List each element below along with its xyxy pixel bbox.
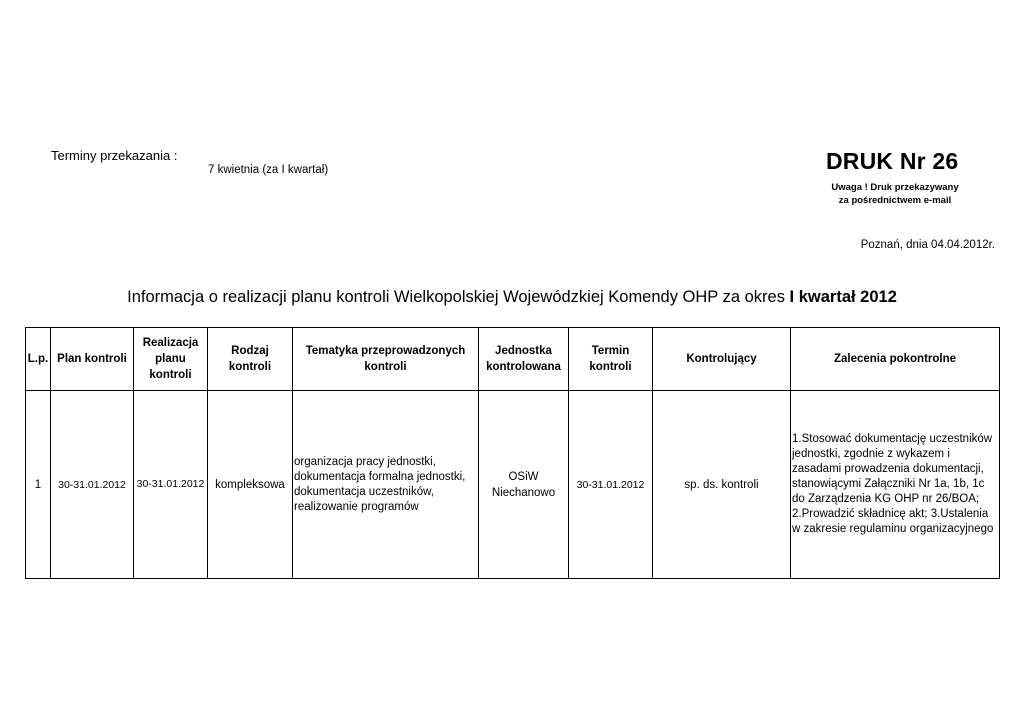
header-controller: Kontrolujący (653, 328, 791, 391)
header-plan: Plan kontroli (51, 328, 134, 391)
header-type: Rodzaj kontroli (208, 328, 293, 391)
header-recommendations: Zalecenia pokontrolne (791, 328, 1000, 391)
header-date: Termin kontroli (569, 328, 653, 391)
notice-line-2: za pośrednictwem e-mail (838, 195, 952, 206)
title-text: Informacja o realizacji planu kontroli Wielkopolskiej Wojewódzkiej Komendy OHP za okres (127, 288, 790, 306)
cell-recommendations: 1.Stosować dokumentację uczestników jednostki, zgodnie z wykazem i zasadami prowadzenia dokumentacji, stanowiącymi Załączniki Nr 1a, 1b, 1c do Zarządzenia KG OHP nr 26/BOA; 2.Prowadzić składnicę akt; 3.Ustalenia w zakresie regulaminu organizacyjnego (791, 391, 1000, 579)
table-row (26, 391, 1000, 579)
header-topics: Tematyka przeprowadzonych kontroli (293, 328, 479, 391)
place-date: Poznań, dnia 04.04.2012r. (860, 239, 995, 251)
title-period: I kwartał 2012 (789, 288, 897, 306)
page-title (0, 288, 1024, 307)
cell-date: 30-31.01.2012 (569, 391, 653, 579)
form-number: DRUK Nr 26 (826, 148, 959, 174)
cell-plan: 30-31.01.2012 (51, 391, 134, 579)
cell-realization: 30-31.01.2012 (134, 391, 208, 579)
deadlines-label: Terminy przekazania : (51, 148, 178, 163)
table-header-row (26, 328, 1000, 391)
cell-lp: 1 (26, 391, 51, 579)
cell-topics: organizacja pracy jednostki, dokumentacja formalna jednostki, dokumentacja uczestników, realizowanie programów (293, 391, 479, 579)
cell-controller: sp. ds. kontroli (653, 391, 791, 579)
email-notice (812, 181, 978, 207)
notice-line-1: Uwaga ! Druk przekazywany (831, 182, 959, 193)
cell-unit: OSiW Niechanowo (479, 391, 569, 579)
deadlines-value: 7 kwietnia (za I kwartał) (208, 164, 329, 176)
header-realization: Realizacja planu kontroli (134, 328, 208, 391)
header-lp: L.p. (26, 328, 51, 391)
cell-type: kompleksowa (208, 391, 293, 579)
header-unit: Jednostka kontrolowana (479, 328, 569, 391)
inspection-table (25, 327, 1000, 579)
